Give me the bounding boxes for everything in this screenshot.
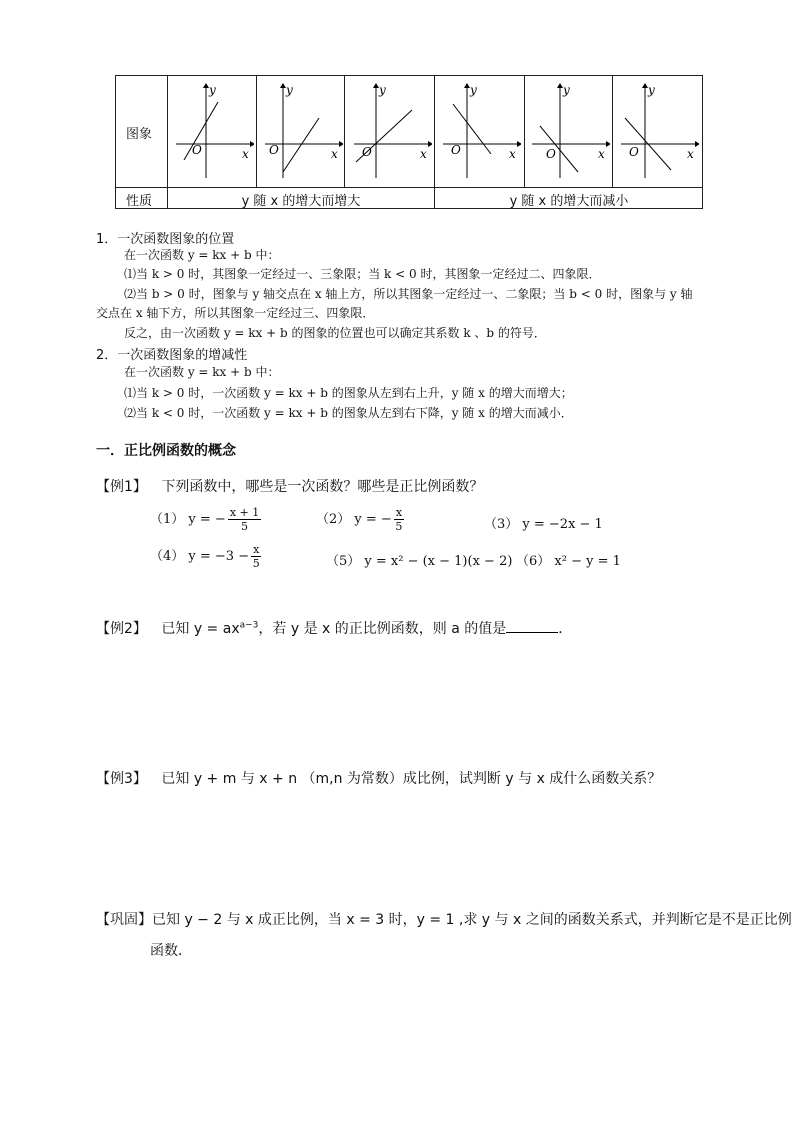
answer-blank[interactable] xyxy=(506,620,558,633)
function-graph-table xyxy=(115,75,703,209)
origin-label: O xyxy=(269,143,279,157)
section1-title: 1．一次函数图象的位置 xyxy=(96,232,235,247)
section1-conclusion: 反之，由一次函数 y = kx + b 的图象的位置也可以确定其系数 k 、b 的符号． xyxy=(124,326,546,340)
section2-title: 2．一次函数图象的增减性 xyxy=(96,348,248,363)
x-axis-label: x xyxy=(331,147,338,161)
section2-intro: 在一次函数 y = kx + b 中： xyxy=(124,365,280,379)
example2-label: 【例2】 xyxy=(96,621,147,637)
consolidate-question-line2: 函数． xyxy=(150,943,192,959)
graph-increasing-b-negative xyxy=(261,82,343,182)
origin-label: O xyxy=(362,145,372,159)
example2-question: 【例2】 已知 $y = ax^{a-3}$，若 y 是 x 的正比例函数，则 a 的值是 ． xyxy=(96,620,573,637)
row-label-property: 性质 xyxy=(126,194,153,209)
y-axis-label: y xyxy=(286,83,293,97)
example1-option1: （1） y = − $\frac{x + 1}{5}$ xyxy=(150,506,260,533)
y-axis-label: y xyxy=(648,83,655,97)
example1-label: 【例1】 xyxy=(96,479,147,495)
example1-option5: （5） y = x² − (x − 1)(x − 2) xyxy=(326,554,513,569)
graph-increasing-b-positive xyxy=(172,82,254,182)
origin-label: O xyxy=(629,145,639,159)
y-axis-label: y xyxy=(379,83,386,97)
example1-question xyxy=(96,476,483,496)
property-increasing: y 随 x 的增大而增大 xyxy=(241,194,361,209)
origin-label: O xyxy=(192,143,202,157)
x-axis-label: x xyxy=(420,147,427,161)
x-axis-label: x xyxy=(242,147,249,161)
example1-option4: （4） y = −3 − $\frac{x}{5}$ xyxy=(150,543,260,570)
example3-label: 【例3】 xyxy=(96,771,147,787)
section1-intro: 在一次函数 y = kx + b 中： xyxy=(124,248,280,262)
example1-option3: （3） y = −2x − 1 xyxy=(484,517,603,532)
x-axis-label: x xyxy=(687,147,694,161)
example1-option2: （2） y = − $\frac{x}{5}$ xyxy=(316,506,403,533)
x-axis-label: x xyxy=(509,147,516,161)
consolidate-question: 【巩固】已知 y − 2 与 x 成正比例，当 x = 3 时，y = 1 ,求 y 与 x 之间的函数关系式，并判断它是不是正比例 xyxy=(96,912,792,928)
graph-decreasing-b-positive xyxy=(439,82,521,182)
example3-question: 【例3】 已知 y + m 与 x + n （m,n 为常数）成比例，试判断 y 与 x 成什么函数关系？ xyxy=(96,771,662,787)
section2-item2: ⑵当 k < 0 时，一次函数 y = kx + b 的图象从左到右下降，y 随 x 的增大而减小． xyxy=(124,406,573,420)
section1-item2-line2: 交点在 x 轴下方，所以其图象一定经过三、四象限． xyxy=(96,306,375,320)
example1-text: 下列函数中，哪些是一次函数？哪些是正比例函数？ xyxy=(161,479,484,495)
section2-item1: ⑴当 k > 0 时，一次函数 y = kx + b 的图象从左到右上升，y 随 x 的增大而增大； xyxy=(124,386,573,400)
section1-item1: ⑴当 k > 0 时，其图象一定经过一、三象限；当 k < 0 时，其图象一定经过二、四象限． xyxy=(124,267,601,281)
y-axis-label: y xyxy=(563,83,570,97)
graph-decreasing-through-origin xyxy=(617,82,699,182)
row-label-graph: 图象 xyxy=(126,127,153,142)
heading-direct-proportion: 一．正比例函数的概念 xyxy=(96,443,236,459)
origin-label: O xyxy=(451,143,461,157)
property-decreasing: y 随 x 的增大而减小 xyxy=(509,194,629,209)
example1-option6: （6） x² − y = 1 xyxy=(516,554,621,569)
graph-decreasing-b-negative xyxy=(528,82,610,182)
x-axis-label: x xyxy=(598,147,605,161)
section1-item2-line1: ⑵当 b > 0 时，图象与 y 轴交点在 x 轴上方，所以其图象一定经过一、二象限；当 b < 0 时，图象与 y 轴 xyxy=(124,287,693,301)
origin-label: O xyxy=(546,147,556,161)
graph-increasing-through-origin xyxy=(350,82,432,182)
consolidate-label: 【巩固】 xyxy=(96,912,152,928)
y-axis-label: y xyxy=(209,83,216,97)
y-axis-label: y xyxy=(470,83,477,97)
